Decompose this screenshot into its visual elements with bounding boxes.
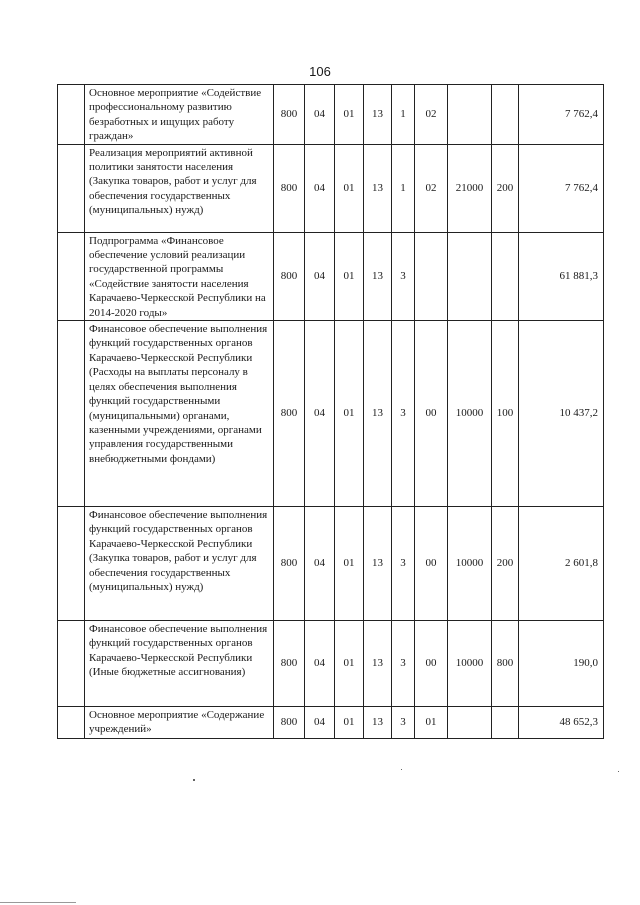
row-code-cell [415,232,448,320]
row-code-cell: 04 [305,507,335,621]
row-code-cell [492,707,519,739]
row-code-cell: 13 [364,144,392,232]
row-code-cell: 200 [492,144,519,232]
row-code-cell: 3 [392,321,415,507]
row-code-cell: 04 [305,621,335,707]
row-code-cell: 01 [335,621,364,707]
table-row [58,85,604,145]
row-code-cell [448,232,492,320]
row-code-cell [492,232,519,320]
row-code-cell: 100 [492,321,519,507]
row-code-cell: 01 [415,707,448,739]
scan-speck [401,769,402,770]
row-name-cell: Финансовое обеспечение выполнения функций государственных органов Карачаево-Черкесской Республики (Иные бюджетные ассигнования) [85,621,274,707]
table-row [58,232,604,320]
row-code-cell: 00 [415,507,448,621]
row-code-cell [448,707,492,739]
row-code-cell: 800 [274,321,305,507]
row-code-cell: 200 [492,507,519,621]
row-code-cell: 13 [364,621,392,707]
row-blank-cell [58,621,85,707]
row-code-cell [492,85,519,145]
row-code-cell: 13 [364,321,392,507]
row-amount-cell: 2 601,8 [519,507,604,621]
row-code-cell [448,85,492,145]
row-amount-cell: 7 762,4 [519,85,604,145]
scan-speck [618,771,619,772]
row-code-cell: 02 [415,144,448,232]
row-code-cell: 01 [335,144,364,232]
table-row [58,707,604,739]
row-code-cell: 13 [364,85,392,145]
row-blank-cell [58,144,85,232]
row-code-cell: 3 [392,507,415,621]
row-code-cell: 800 [274,232,305,320]
row-code-cell: 00 [415,621,448,707]
row-code-cell: 01 [335,232,364,320]
row-code-cell: 01 [335,85,364,145]
row-code-cell: 1 [392,85,415,145]
budget-table [57,84,604,739]
row-code-cell: 3 [392,232,415,320]
row-code-cell: 800 [492,621,519,707]
row-amount-cell: 61 881,3 [519,232,604,320]
row-amount-cell: 7 762,4 [519,144,604,232]
row-amount-cell: 10 437,2 [519,321,604,507]
table-row [58,507,604,621]
row-blank-cell [58,232,85,320]
row-code-cell: 800 [274,85,305,145]
row-code-cell: 13 [364,507,392,621]
row-code-cell: 10000 [448,321,492,507]
row-code-cell: 04 [305,144,335,232]
row-blank-cell [58,85,85,145]
row-name-cell: Основное мероприятие «Содействие профессиональному развитию безработных и ищущих работу граждан» [85,85,274,145]
row-code-cell: 04 [305,232,335,320]
row-blank-cell [58,707,85,739]
row-code-cell: 1 [392,144,415,232]
row-code-cell: 3 [392,621,415,707]
row-code-cell: 800 [274,144,305,232]
row-amount-cell: 48 652,3 [519,707,604,739]
row-name-cell: Основное мероприятие «Содержание учреждений» [85,707,274,739]
row-code-cell: 800 [274,621,305,707]
row-blank-cell [58,507,85,621]
table-row [58,621,604,707]
row-name-cell: Реализация мероприятий активной политики занятости населения (Закупка товаров, работ и услуг для обеспечения государственных (муниципальных) нужд) [85,144,274,232]
row-code-cell: 800 [274,507,305,621]
row-code-cell: 01 [335,321,364,507]
row-name-cell: Финансовое обеспечение выполнения функций государственных органов Карачаево-Черкесской Республики (Расходы на выплаты персоналу в целях обеспечения выполнения функций государственными (муниципальными) органами, казенными учреждениями, органами управления государственными внебюджетными фондами) [85,321,274,507]
row-code-cell: 13 [364,707,392,739]
table-row [58,321,604,507]
row-code-cell: 01 [335,507,364,621]
table-row [58,144,604,232]
row-name-cell: Подпрограмма «Финансовое обеспечение условий реализации государственной программы «Содействие занятости населения Карачаево-Черкесской Республики на 2014-2020 годы» [85,232,274,320]
footer-rule [0,902,76,903]
row-amount-cell: 190,0 [519,621,604,707]
row-code-cell: 00 [415,321,448,507]
row-blank-cell [58,321,85,507]
row-code-cell: 21000 [448,144,492,232]
row-name-cell: Финансовое обеспечение выполнения функций государственных органов Карачаево-Черкесской Республики (Закупка товаров, работ и услуг для обеспечения государственных (муниципальных) нужд) [85,507,274,621]
row-code-cell: 10000 [448,507,492,621]
row-code-cell: 04 [305,85,335,145]
scan-speck [193,779,195,781]
row-code-cell: 04 [305,707,335,739]
row-code-cell: 02 [415,85,448,145]
page-number: 106 [309,64,331,79]
row-code-cell: 800 [274,707,305,739]
row-code-cell: 01 [335,707,364,739]
row-code-cell: 10000 [448,621,492,707]
row-code-cell: 04 [305,321,335,507]
row-code-cell: 13 [364,232,392,320]
row-code-cell: 3 [392,707,415,739]
